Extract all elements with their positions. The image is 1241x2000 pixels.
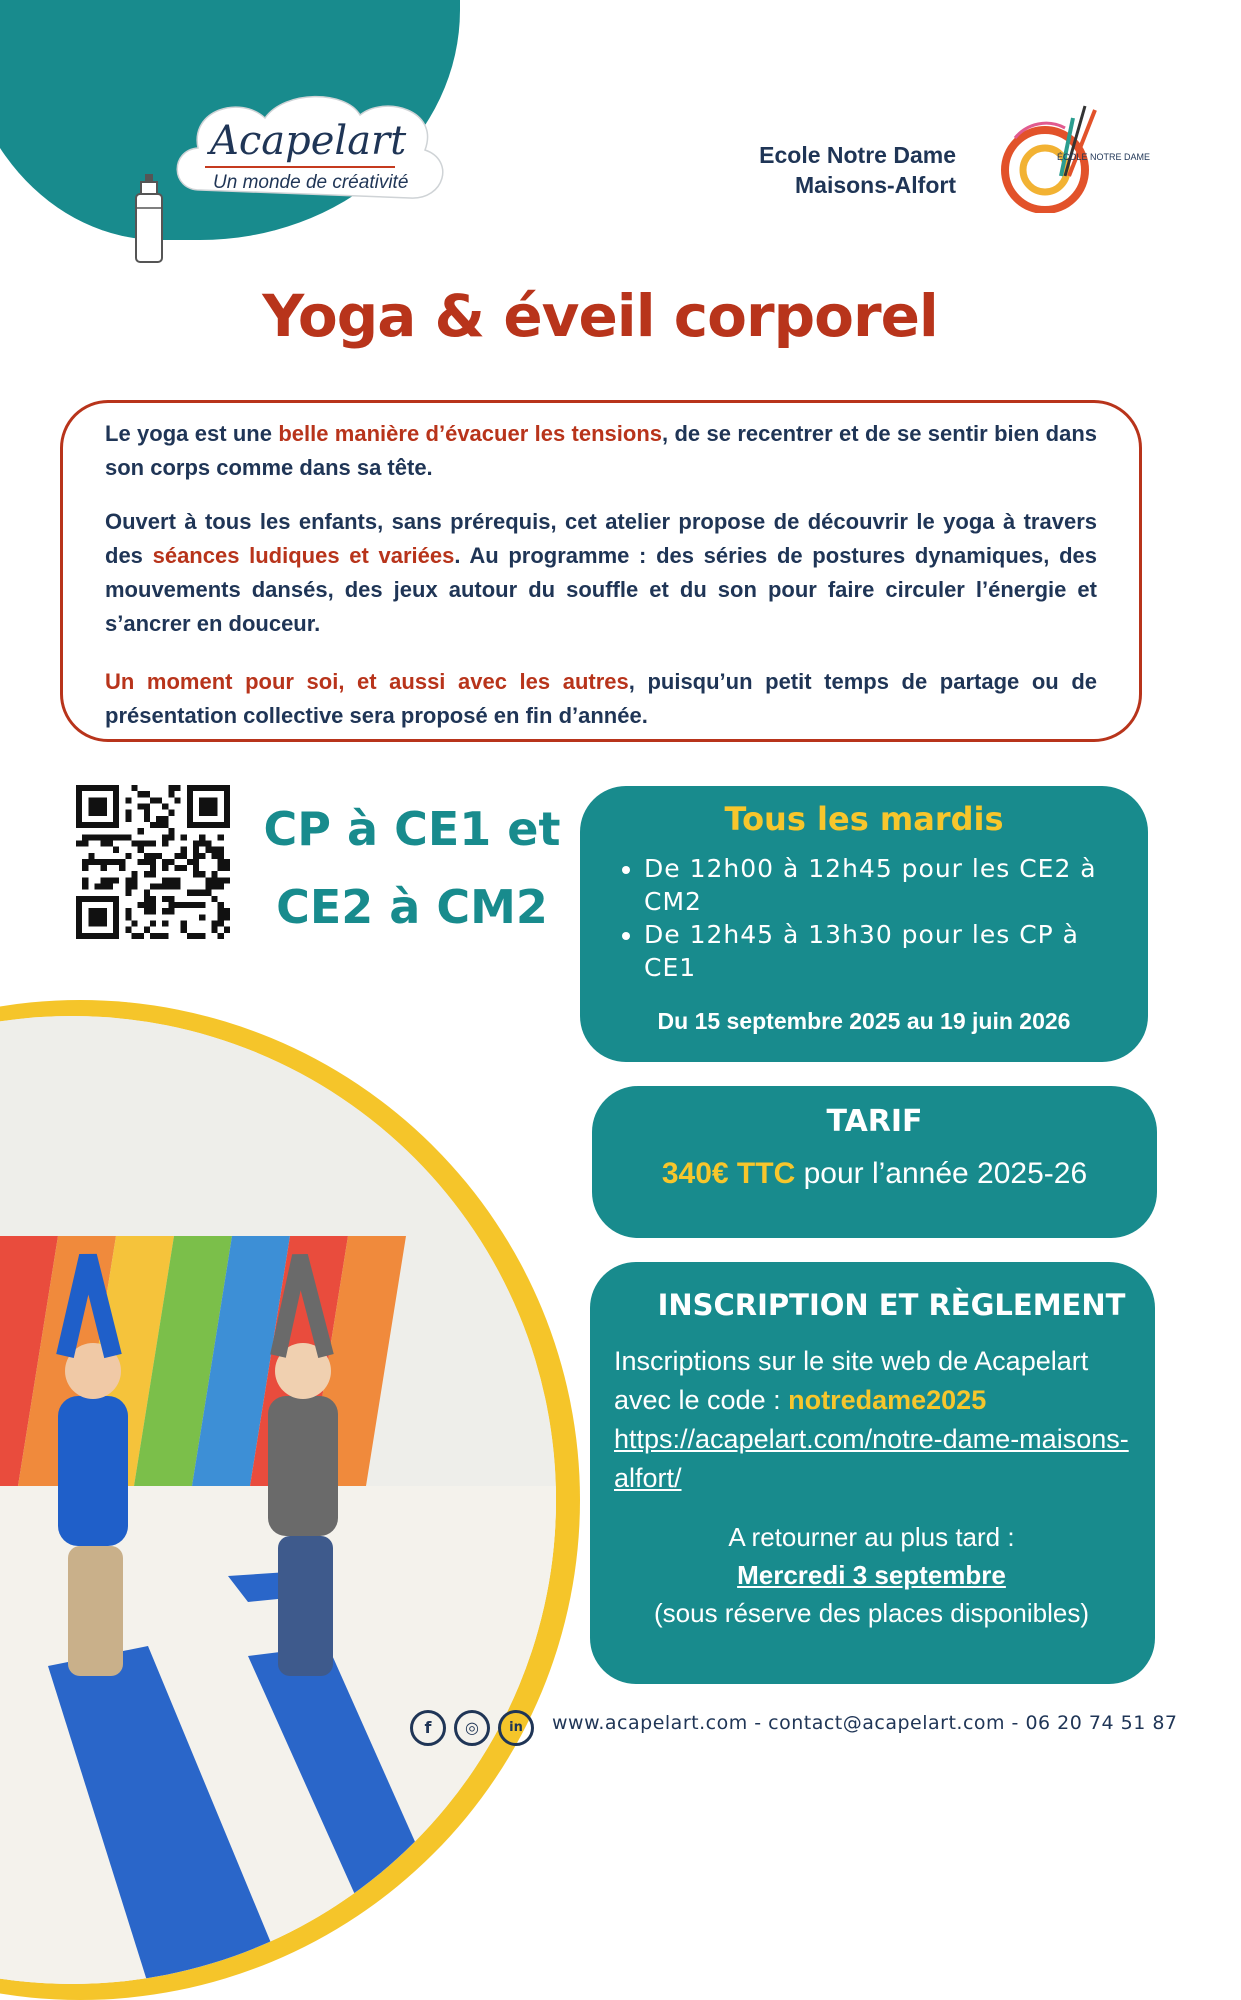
schedule-dates: Du 15 septembre 2025 au 19 juin 2026 [657, 1008, 1071, 1034]
brand-underline [205, 166, 395, 168]
schedule-item: • De 12h45 à 13h30 pour les CP à CE1 [644, 918, 1114, 984]
inscription-heading: INSCRIPTION ET RÈGLEMENT [657, 1288, 1126, 1322]
tarif-heading: TARIF [826, 1104, 923, 1139]
instagram-icon[interactable]: ◎ [454, 1710, 490, 1746]
school-name-line2: Maisons-Alfort [795, 172, 956, 198]
intro-p1-text-b: , de se recentrer et de se sentir bien dans son corps comme dans sa tête. [105, 421, 1097, 480]
inscription-text [614, 1342, 1129, 1498]
intro-p2-text-a: Ouvert à tous les enfants, sans prérequis, cet atelier propose de découvrir le yoga à travers des [105, 509, 1097, 568]
school-name-line1: Ecole Notre Dame [759, 142, 956, 168]
tarif-price: 340€ TTC [661, 1157, 796, 1190]
facebook-icon[interactable]: f [410, 1710, 446, 1746]
intro-p1-text-a: Le yoga est une [105, 421, 279, 446]
inscription-link[interactable]: https://acapelart.com/notre-dame-maisons-alfort/ [614, 1424, 1129, 1493]
schedule-heading: Tous les mardis [724, 800, 1004, 838]
yoga-kids-photo [0, 1016, 556, 1984]
qr-code[interactable] [76, 785, 230, 939]
school-logo [995, 98, 1165, 213]
return-deadline: Mercredi 3 septembre [737, 1560, 1006, 1590]
linkedin-icon[interactable]: in [498, 1710, 534, 1746]
inscription-return [614, 1518, 1129, 1632]
intro-paragraph-3 [105, 665, 1097, 733]
class-levels-line2: CE2 à CM2 [276, 880, 548, 934]
schedule-item: • De 12h00 à 12h45 pour les CE2 à CM2 [644, 852, 1114, 918]
photo-illustration [0, 1016, 556, 1984]
intro-box [60, 400, 1142, 742]
schedule-list [614, 852, 1114, 984]
class-levels [262, 790, 562, 946]
tarif-price-line [612, 1157, 1137, 1191]
page-title: Yoga & éveil corporel [262, 282, 938, 350]
schedule-box [580, 786, 1148, 1062]
inscription-code: notredame2025 [788, 1385, 987, 1415]
inscription-line: Inscriptions sur le site web de Acapelart avec le code : [614, 1346, 1089, 1415]
spray-can-icon [132, 172, 166, 264]
footer-contact[interactable]: www.acapelart.com - contact@acapelart.com - 06 20 74 51 87 [552, 1712, 1178, 1734]
school-name [759, 140, 956, 200]
intro-paragraph-2 [105, 505, 1097, 641]
intro-p3-text-b: , puisqu’un petit temps de partage ou de présentation collective sera proposé en fin d’année. [105, 669, 1098, 728]
class-levels-line1: CP à CE1 et [263, 802, 561, 856]
return-note: (sous réserve des places disponibles) [654, 1598, 1089, 1628]
intro-p3-highlight: Un moment pour soi, et aussi avec les autres [105, 669, 629, 694]
intro-p2-text-b: . Au programme : des séries de postures dynamiques, des mouvements dansés, des jeux autour du souffle et du son pour faire circuler l’énergie et s’ancrer en douceur. [105, 543, 1097, 636]
intro-p2-highlight: séances ludiques et variées [152, 543, 455, 568]
intro-p1-highlight: belle manière d’évacuer les tensions [278, 421, 663, 446]
return-label: A retourner au plus tard : [728, 1522, 1015, 1552]
brand-tagline: Un monde de créativité [213, 172, 409, 193]
intro-paragraph-1 [105, 417, 1097, 485]
brand-logo-text: Acapelart [210, 118, 407, 164]
tarif-price-suffix: pour l’année 2025-26 [795, 1157, 1088, 1190]
school-logo-text: ÉCOLE NOTRE DAME [1057, 152, 1151, 162]
inscription-box [590, 1262, 1155, 1684]
tarif-box [592, 1086, 1157, 1238]
